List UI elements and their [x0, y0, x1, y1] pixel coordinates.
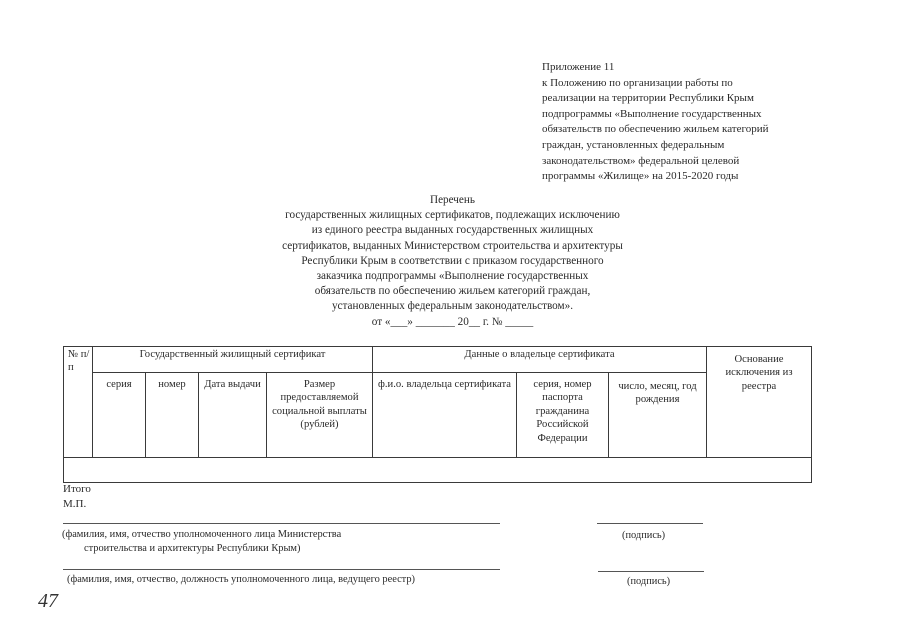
- signature-line: [597, 523, 703, 524]
- header-passport: серия, номер паспорта гражданина Российской Федерации: [517, 373, 609, 458]
- title-line: установленных федеральным законодательством».: [331, 300, 574, 313]
- title-line: заказчика подпрограммы «Выполнение государственных: [316, 270, 589, 283]
- title-line: обязательств по обеспечению жильем категорий граждан,: [314, 285, 591, 298]
- appendix-line: программы «Жилище» на 2015-2020 годы: [542, 170, 739, 183]
- document-title: [200, 193, 705, 330]
- table-row: [64, 458, 812, 483]
- appendix-line: Приложение 11: [542, 61, 615, 73]
- total-label: Итого: [63, 483, 91, 495]
- title-line: из единого реестра выданных государственных жилищных: [311, 224, 594, 237]
- appendix-line: законодательством» федеральной целевой: [542, 154, 740, 167]
- title-date-line: от «___» _______ 20__ г. № _____: [371, 315, 534, 328]
- header-series: серия: [93, 373, 146, 458]
- title-line: сертификатов, выданных Министерством строительства и архитектуры: [282, 239, 623, 252]
- header-owner-fio: ф.и.о. владельца сертификата: [373, 373, 517, 458]
- header-owner-group: Данные о владельце сертификата: [373, 347, 707, 373]
- header-amount: Размер предоставляемой социальной выплаты (рублей): [267, 373, 373, 458]
- signature-caption: (подпись): [627, 576, 671, 587]
- appendix-line: обязательств по обеспечению жильем категорий: [542, 123, 769, 136]
- title-line: Перечень: [429, 194, 475, 206]
- appendix-line: граждан, установленных федеральным: [542, 138, 725, 151]
- signature-caption: (подпись): [622, 530, 666, 541]
- header-birth-date: число, месяц, год рождения: [609, 373, 707, 458]
- appendix-line: реализации на территории Республики Крым: [542, 92, 754, 105]
- handwritten-page-mark: 47: [38, 590, 58, 612]
- official-name-caption: (фамилия, имя, отчество уполномоченного лица Министерства: [62, 529, 342, 540]
- signature-line: [63, 523, 500, 524]
- certificates-table: [63, 346, 812, 483]
- empty-data-row: [64, 458, 812, 483]
- signature-line: [63, 569, 500, 570]
- title-line: государственных жилищных сертификатов, подлежащих исключению: [285, 209, 620, 222]
- stamp-label: М.П.: [63, 498, 87, 510]
- title-line: Республики Крым в соответствии с приказом государственного: [301, 254, 604, 267]
- header-issue-date: Дата выдачи: [199, 373, 267, 458]
- official-name-caption: строительства и архитектуры Республики Крым): [84, 543, 301, 554]
- signature-line: [598, 571, 704, 572]
- header-number: номер: [146, 373, 199, 458]
- appendix-line: подпрограммы «Выполнение государственных: [542, 107, 762, 120]
- registrar-name-caption: (фамилия, имя, отчество, должность уполномоченного лица, ведущего реестр): [67, 574, 416, 585]
- appendix-header: [542, 60, 842, 185]
- header-num: № п/п: [64, 347, 93, 458]
- appendix-line: к Положению по организации работы по: [542, 76, 733, 89]
- header-basis: Основание исключения из реестра: [707, 347, 812, 458]
- header-certificate-group: Государственный жилищный сертификат: [93, 347, 373, 373]
